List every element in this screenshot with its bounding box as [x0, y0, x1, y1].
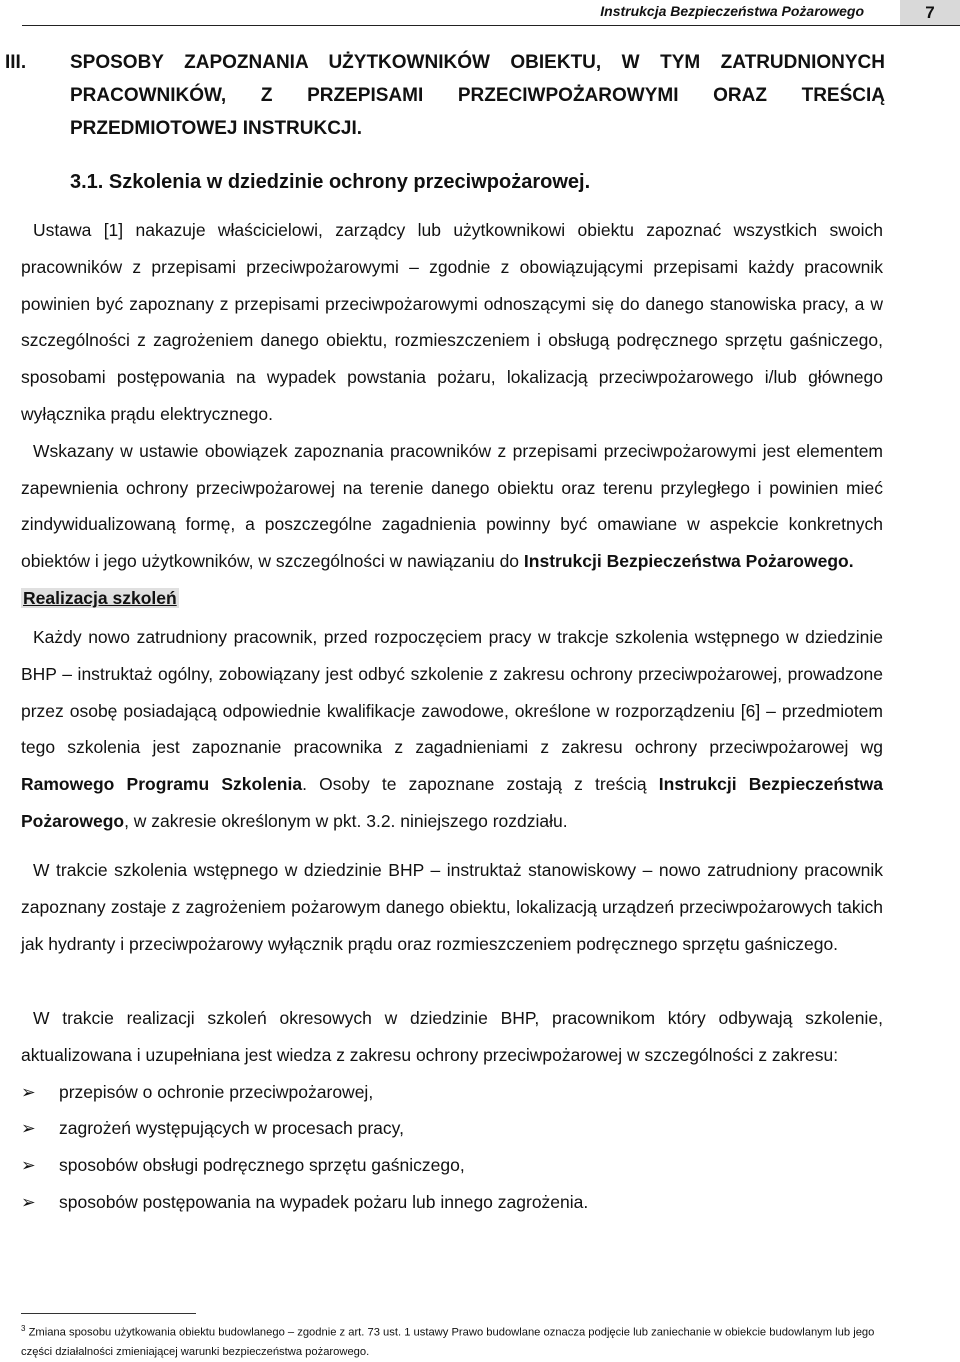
training-heading: Realizacja szkoleń: [23, 587, 177, 608]
list-item-text: zagrożeń występujących w procesach pracy,: [59, 1118, 404, 1139]
list-item: [21, 1074, 883, 1111]
arrow-bullet-icon: ➢: [21, 1155, 36, 1176]
paragraph-periodic: W trakcie realizacji szkoleń okresowych w dziedzinie BHP, pracownikom który odbywają szkolenie, aktualizowana i uzupełniana jest wiedza z zakresu ochrony przeciwpożarowej w szczególności z zakresu:: [21, 1008, 883, 1065]
section-heading: [5, 46, 885, 145]
arrow-bullet-icon: ➢: [21, 1191, 36, 1212]
header-title: Instrukcja Bezpieczeństwa Pożarowego: [600, 3, 864, 19]
paragraph-law: Ustawa [1] nakazuje właścicielowi, zarządcy lub użytkownikowi obiektu zapoznać wszystkich swoich pracowników z przepisami przeciwpożarowymi – zgodnie z obowiązującymi przepisami każdy pracownik powinien być zapoznany z przepisami przeciwpożarowymi odnoszącymi się do danego stanowiska pracy, a w szczególności z zagrożeniem danego obiektu, rozmieszczeniem i obsługą podręcznego sprzętu gaśniczego, sposobami postępowania na wypadek powstania pożaru, lokalizacją przeciwpożarowego i/lub głównego wyłącznika prądu elektrycznego.: [21, 220, 883, 424]
list-item-text: sposobów postępowania na wypadek pożaru lub innego zagrożenia.: [59, 1191, 589, 1212]
paragraph-new-employee-text-c: , w zakresie określonym w pkt. 3.2. niniejszego rozdziału.: [124, 810, 568, 831]
paragraph-new-employee-bold-b: Instrukcji Bezpieczeństwa Pożarowego: [21, 774, 883, 831]
section-number: III.: [5, 52, 27, 73]
subsection-heading: 3.1. Szkolenia w dziedzinie ochrony przeciwpożarowej.: [70, 171, 591, 193]
arrow-bullet-icon: ➢: [21, 1081, 36, 1102]
list-item-text: przepisów o ochronie przeciwpożarowej,: [59, 1081, 374, 1102]
list-item-text: sposobów obsługi podręcznego sprzętu gaśniczego,: [59, 1155, 465, 1176]
paragraph-workstation: W trakcie szkolenia wstępnego w dziedzinie BHP – instruktaż stanowiskowy – nowo zatrudniony pracownik zapoznany zostaje z zagrożeniem pożarowym danego obiektu, lokalizacją urządzeń przeciwpożarowych takich jak hydranty i przeciwpożarowy wyłącznik prądu oraz rozmieszczeniem podręcznego sprzętu gaśniczego.: [21, 860, 883, 954]
training-heading-line: [21, 580, 883, 617]
footnote-marker: 3: [21, 1324, 26, 1333]
list-item: [21, 1147, 883, 1184]
paragraph-obligation-bold: Instrukcji Bezpieczeństwa Pożarowego.: [523, 551, 854, 572]
content-block-1: [21, 212, 883, 617]
page-number: 7: [900, 0, 960, 25]
paragraph-obligation: [21, 433, 883, 580]
paragraph-obligation-text: Wskazany w ustawie obowiązek zapoznania pracowników z przepisami przeciwpożarowymi jest elementem zapewnienia ochrony przeciwpożarowej na terenie danego obiektu oraz terenu przyległego i powinien mieć zindywidualizowaną formę, a poszczególne zagadnienia powinny być omawiane w aspekcie konkretnych obiektów i jego użytkowników, w szczególności w nawiązaniu do: [21, 440, 883, 572]
content-block-3: [21, 852, 883, 962]
list-item: [21, 1184, 883, 1221]
arrow-bullet-icon: ➢: [21, 1118, 36, 1139]
paragraph-new-employee-text-a: Każdy nowo zatrudniony pracownik, przed rozpoczęciem pracy w trakcje szkolenia wstępnego w dziedzinie BHP – instruktaż ogólny, zobowiązany jest odbyć szkolenie z zakresu ochrony przeciwpożarowej, prowadzone przez osobę posiadającą odpowiednie kwalifikacje zawodowe, określone w rozporządzeniu [6] – przedmiotem tego szkolenia jest zapoznanie pracownika z zagadnieniami z zakresu ochrony przeciwpożarowej wg: [21, 627, 883, 758]
page-header: [22, 0, 960, 26]
content-block-4: [21, 1000, 883, 1221]
footnote-divider: [21, 1313, 196, 1314]
paragraph-new-employee-bold-a: Ramowego Programu Szkolenia: [21, 774, 303, 795]
content-block-2: [21, 619, 883, 840]
list-item: [21, 1110, 883, 1147]
footnote: [21, 1319, 893, 1362]
topics-list: [21, 1074, 883, 1221]
paragraph-new-employee-text-b: . Osoby te zapoznane zostają z treścią: [302, 774, 659, 795]
paragraph-new-employee: [21, 619, 883, 840]
footnote-text: Zmiana sposobu użytkowania obiektu budowlanego – zgodnie z art. 73 ust. 1 ustawy Prawo budowlane oznacza podjęcie lub zaniechanie w obiekcie budowlanym lub jego części działalności zmieniającej warunki bezpieczeństwa pożarowego.: [21, 1326, 875, 1358]
section-title: SPOSOBY ZAPOZNANIA UŻYTKOWNIKÓW OBIEKTU, W TYM ZATRUDNIONYCH PRACOWNIKÓW, Z PRZEPISAMI PRZECIWPOŻAROWYMI ORAZ TREŚCIĄ PRZEDMIOTOWEJ INSTRUKCJI.: [70, 52, 885, 139]
